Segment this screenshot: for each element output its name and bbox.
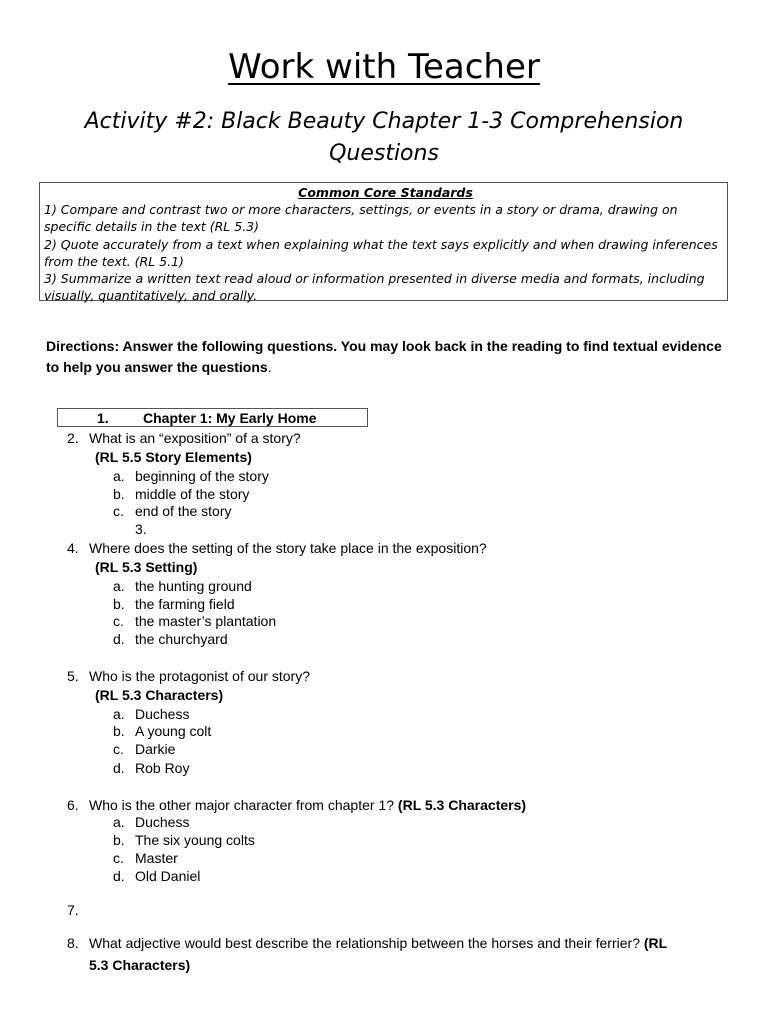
- question-standard: (RL 5.3 Characters): [95, 687, 224, 703]
- chapter-heading-box: [57, 408, 368, 427]
- activity-subtitle: Activity #2: Black Beauty Chapter 1-3 Comprehension Questions: [84, 109, 684, 166]
- question-8: [67, 934, 668, 952]
- directions: [46, 336, 726, 378]
- question-number: 5.: [67, 668, 79, 684]
- question-standard: (RL 5.5 Story Elements): [95, 449, 252, 465]
- question-text: Who is the protagonist of our story?: [89, 668, 310, 684]
- chapter-title: Chapter 1: My Early Home: [143, 410, 317, 426]
- question-number: 6.: [67, 797, 79, 813]
- question-7-number: 7.: [67, 902, 79, 918]
- question-number: 4.: [67, 540, 79, 556]
- question-standard: (RL 5.3 Setting): [95, 559, 198, 575]
- question-6: [67, 796, 527, 814]
- question-text: Where does the setting of the story take place in the exposition?: [89, 540, 487, 556]
- standard-item: 3) Summarize a written text read aloud or information presented in diverse media and formats, including visually, quantitatively, and orally.: [44, 271, 705, 304]
- question-number: 2.: [67, 430, 79, 446]
- question-number: 8.: [67, 935, 79, 951]
- question-5: [67, 667, 310, 685]
- page-title: Work with Teacher: [228, 47, 540, 87]
- question-standard-continued: 5.3 Characters): [89, 957, 191, 973]
- directions-text: Directions: Answer the following questions. You may look back in the reading to find textual evidence to help you answer the questions: [46, 338, 722, 375]
- question-standard: (RL: [643, 935, 668, 951]
- question-4: [67, 539, 487, 557]
- standard-item: 2) Quote accurately from a text when explaining what the text says explicitly and when drawing inferences from the text. (RL 5.1): [44, 236, 718, 269]
- question-2: [67, 429, 301, 447]
- question-text: What is an “exposition” of a story?: [89, 430, 301, 446]
- chapter-number: 1.: [97, 410, 109, 426]
- standards-heading: Common Core Standards: [298, 185, 473, 200]
- question-3-number: 3.: [135, 521, 147, 537]
- standards-box: [39, 182, 728, 304]
- standard-item: 1) Compare and contrast two or more characters, settings, or events in a story or drama, drawing on specific details in the text (RL 5.3): [44, 202, 678, 235]
- question-text: What adjective would best describe the relationship between the horses and their ferrier?: [89, 935, 640, 951]
- question-text: Who is the other major character from chapter 1?: [89, 797, 395, 813]
- directions-period: .: [267, 359, 272, 375]
- question-standard: (RL 5.3 Characters): [397, 797, 527, 813]
